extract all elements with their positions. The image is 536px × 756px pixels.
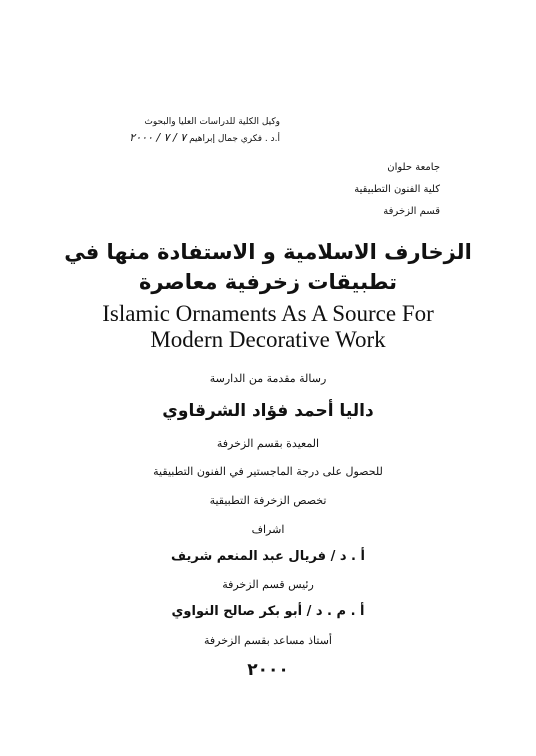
- faculty-name: كلية الفنون التطبيقية: [354, 184, 440, 195]
- supervisor-2-role: أستاذ مساعد بقسم الزخرفة: [204, 634, 332, 647]
- supervisor-1-name: أ . د / فريال عبد المنعم شريف: [171, 549, 365, 564]
- approval-title: وكيل الكلية للدراسات العليا والبحوث: [144, 117, 280, 127]
- english-title-line-2: Modern Decorative Work: [150, 327, 386, 352]
- thesis-intro: رسالة مقدمة من الدارسة: [209, 372, 327, 385]
- author-role: المعيدة بقسم الزخرفة: [216, 437, 320, 450]
- approval-note: [120, 116, 280, 145]
- supervisor-1-role: رئيس قسم الزخرفة: [222, 578, 314, 591]
- specialization: تخصص الزخرفة التطبيقية: [209, 494, 327, 507]
- department-name: قسم الزخرفة: [383, 206, 440, 217]
- university-name: جامعة حلوان: [387, 162, 440, 173]
- approval-signatory-name: أ.د . فكري جمال إبراهيم: [189, 134, 280, 144]
- arabic-title-line-2: تطبيقات زخرفية معاصرة: [138, 270, 398, 294]
- degree-statement: للحصول على درجة الماجستير في الفنون التطبيقية: [153, 465, 383, 478]
- approval-signatory: [120, 132, 280, 145]
- supervision-label: اشراف: [251, 523, 285, 536]
- supervisor-2-name: أ . م . د / أبو بكر صالح النواوي: [171, 604, 365, 619]
- arabic-title-line-1: الزخارف الاسلامية و الاستفادة منها في: [64, 240, 472, 264]
- author-name: داليا أحمد فؤاد الشرقاوي: [162, 401, 374, 421]
- english-title-line-1: Islamic Ornaments As A Source For: [102, 301, 434, 326]
- year: ٢٠٠٠: [247, 660, 289, 680]
- approval-date: ٧ / ٧ / ٢٠٠٠: [129, 131, 187, 144]
